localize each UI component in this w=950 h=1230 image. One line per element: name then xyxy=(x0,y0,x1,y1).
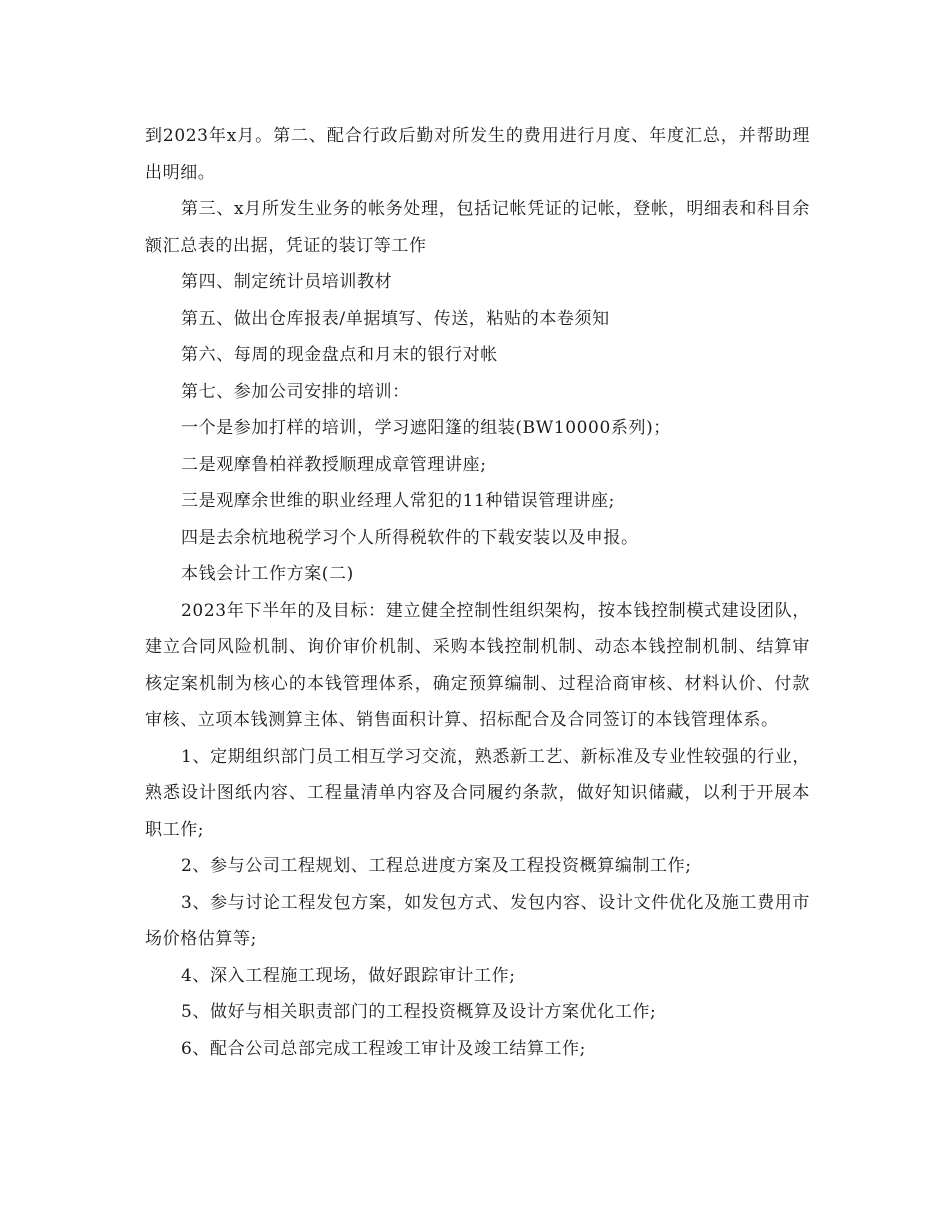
document-body xyxy=(145,118,810,1067)
paragraph-14: 2、参与公司工程规划、工程总进度方案及工程投资概算编制工作; xyxy=(181,856,692,876)
paragraph-9: 三是观摩余世维的职业经理人常犯的11种错误管理讲座; xyxy=(181,491,615,511)
paragraph-1: 到2023年x月。第二、配合行政后勤对所发生的费用进行月度、年度汇总，并帮助理出明细。 xyxy=(145,126,810,183)
paragraph-17: 5、做好与相关职责部门的工程投资概算及设计方案优化工作; xyxy=(181,1002,657,1022)
section-heading: 本钱会计工作方案(二) xyxy=(181,564,354,584)
paragraph-2: 第三、x月所发生业务的帐务处理，包括记帐凭证的记帐，登帐，明细表和科目余额汇总表的出据，凭证的装订等工作 xyxy=(145,199,810,256)
paragraph-16: 4、深入工程施工现场，做好跟踪审计工作; xyxy=(181,965,516,986)
paragraph-10: 四是去余杭地税学习个人所得税软件的下载安装以及申报。 xyxy=(181,527,639,548)
paragraph-8: 二是观摩鲁柏祥教授顺理成章管理讲座; xyxy=(181,454,487,475)
paragraph-7: 一个是参加打样的培训，学习遮阳篷的组装(BW10000系列)； xyxy=(181,418,671,438)
paragraph-15: 3、参与讨论工程发包方案，如发包方式、发包内容、设计文件优化及施工费用市场价格估算等; xyxy=(145,892,810,949)
paragraph-3: 第四、制定统计员培训教材 xyxy=(181,272,393,292)
paragraph-6: 第七、参加公司安排的培训： xyxy=(181,381,410,402)
paragraph-18: 6、配合公司总部完成工程竣工审计及竣工结算工作; xyxy=(181,1038,586,1059)
paragraph-4: 第五、做出仓库报表/单据填写、传送，粘贴的本卷须知 xyxy=(181,308,610,329)
paragraph-13: 1、定期组织部门员工相互学习交流，熟悉新工艺、新标准及专业性较强的行业，熟悉设计图纸内容、工程量清单内容及合同履约条款，做好知识储藏，以利于开展本职工作; xyxy=(145,746,810,840)
paragraph-12: 2023年下半年的及目标：建立健全控制性组织架构，按本钱控制模式建设团队，建立合同风险机制、询价审价机制、采购本钱控制机制、动态本钱控制机制、结算审核定案机制为核心的本钱管理体系，确定预算编制、过程洽商审核、材料认价、付款审核、立项本钱测算主体、销售面积计算、招标配合及合同签订的本钱管理体系。 xyxy=(145,600,810,730)
paragraph-5: 第六、每周的现金盘点和月末的银行对帐 xyxy=(181,345,498,365)
